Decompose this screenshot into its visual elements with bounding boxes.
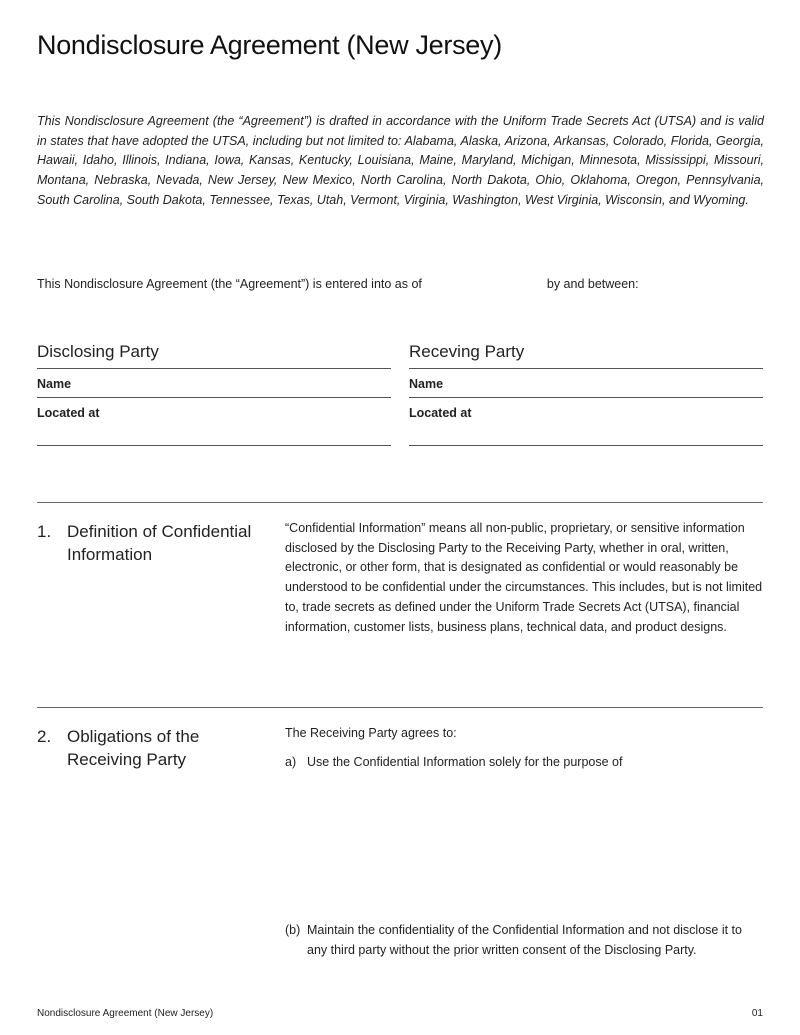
entered-prefix: This Nondisclosure Agreement (the “Agreement”) is entered into as of [37,277,422,291]
section-divider [37,502,763,503]
section-divider [37,707,763,708]
agreement-date-line [37,277,764,291]
item-a-text: Use the Confidential Information solely for the purpose of [307,755,623,769]
footer-page-number: 01 [751,1008,763,1019]
page-title: Nondisclosure Agreement (New Jersey) [37,30,502,60]
receiving-name-label: Name [409,377,444,391]
receiving-party-block [409,341,763,446]
disclosing-party-title: Disclosing Party [37,341,391,369]
disclosing-located-field[interactable] [37,398,391,426]
section-2-body: The Receiving Party agrees to: [285,726,457,740]
disclosing-located-label: Located at [37,406,100,420]
section-1-title: Definition of Confidential Information [67,522,252,564]
disclosing-address-line[interactable] [37,426,391,446]
disclosing-name-field[interactable] [37,369,391,398]
entered-suffix: by and between: [546,277,639,291]
section-1-body: “Confidential Information” means all non-public, proprietary, or sensitive information disclosed by the Disclosing Party to the Receiving Party, whether in oral, written, electronic, or other form, that is designated as confidential or would reasonably be understood to be confidential under the circumstances. This includes, but is not limited to, trade secrets as defined under the Uniform Trade Secrets Act (UTSA), financial information, customer lists, business plans, technical data, and product designs. [285,521,763,634]
section-2-number: 2. [37,727,52,746]
disclosing-name-label: Name [37,377,72,391]
disclosing-party-block [37,341,391,446]
receiving-name-field[interactable] [409,369,763,398]
receiving-party-title: Receving Party [409,341,763,369]
item-b-marker: (b) [285,923,301,937]
section-1-number: 1. [37,522,52,541]
intro-paragraph: This Nondisclosure Agreement (the “Agreement”) is drafted in accordance with the Uniform Trade Secrets Act (UTSA) and is valid in states that have adopted the UTSA, including but not limited to: Alabama, Alaska, Arizona, Arkansas, Colorado, Florida, Georgia, Hawaii, Idaho, Illinois, Indiana, Iowa, Kansas, Kentucky, Louisiana, Maine, Maryland, Michigan, Minnesota, Mississippi, Missouri, Montana, Nebraska, Nevada, New Jersey, New Mexico, North Carolina, North Dakota, Ohio, Oklahoma, Oregon, Pennsylvania, South Carolina, South Dakota, Tennessee, Texas, Utah, Vermont, Virginia, Washington, West Virginia, Wisconsin, and Wyoming. [37,114,764,207]
item-a-marker: a) [285,755,297,769]
receiving-located-field[interactable] [409,398,763,426]
receiving-located-label: Located at [409,406,472,420]
footer-doc-name: Nondisclosure Agreement (New Jersey) [37,1008,214,1019]
section-2-title: Obligations of the Receiving Party [67,727,200,769]
receiving-address-line[interactable] [409,426,763,446]
item-b-text: Maintain the confidentiality of the Confidential Information and not disclose it to any third party without the prior written consent of the Disclosing Party. [307,923,742,957]
